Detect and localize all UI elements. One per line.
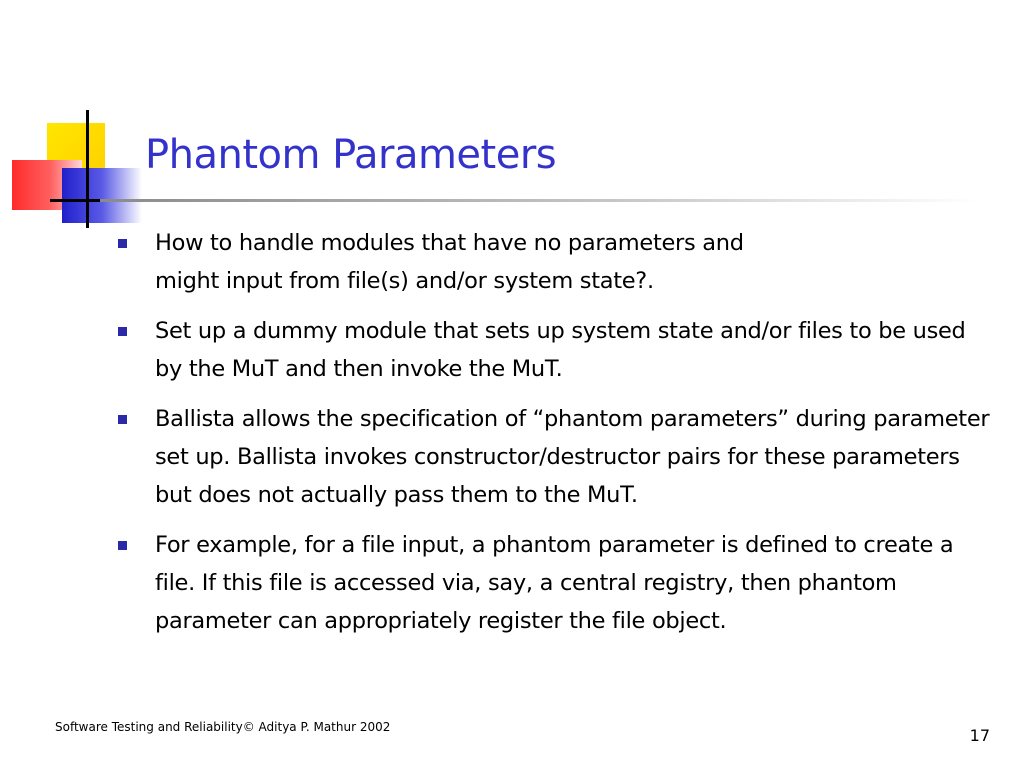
- bullet-text: For example, for a file input, a phantom parameter is defined to create a file. If this file is accessed via, say, a central registry, then phantom parameter can appropriately register the file object.: [155, 532, 954, 634]
- square-bullet-icon: [118, 415, 127, 424]
- title-underline: [100, 199, 980, 202]
- square-bullet-icon: [118, 327, 127, 336]
- bullet-item: [118, 224, 998, 300]
- page-number: 17: [969, 726, 990, 745]
- logo-vertical-line: [86, 110, 89, 228]
- bullet-list: [118, 224, 998, 652]
- bullet-item: [118, 526, 998, 640]
- footer-copyright: Software Testing and Reliability© Aditya P. Mathur 2002: [55, 720, 391, 734]
- bullet-text: Set up a dummy module that sets up system state and/or files to be used by the MuT and then invoke the MuT.: [155, 318, 966, 382]
- bullet-item: [118, 312, 998, 388]
- square-bullet-icon: [118, 239, 127, 248]
- square-bullet-icon: [118, 541, 127, 550]
- corner-squares-logo-icon: [0, 100, 150, 230]
- bullet-text: How to handle modules that have no parameters and might input from file(s) and/or system state?.: [155, 230, 744, 294]
- bullet-text: Ballista allows the specification of “phantom parameters” during parameter set up. Ballista invokes constructor/destructor pairs for these parameters but does not actually pass them to the MuT.: [155, 406, 990, 508]
- blue-square: [62, 168, 142, 223]
- bullet-item: [118, 400, 998, 514]
- slide-title: Phantom Parameters: [145, 132, 557, 178]
